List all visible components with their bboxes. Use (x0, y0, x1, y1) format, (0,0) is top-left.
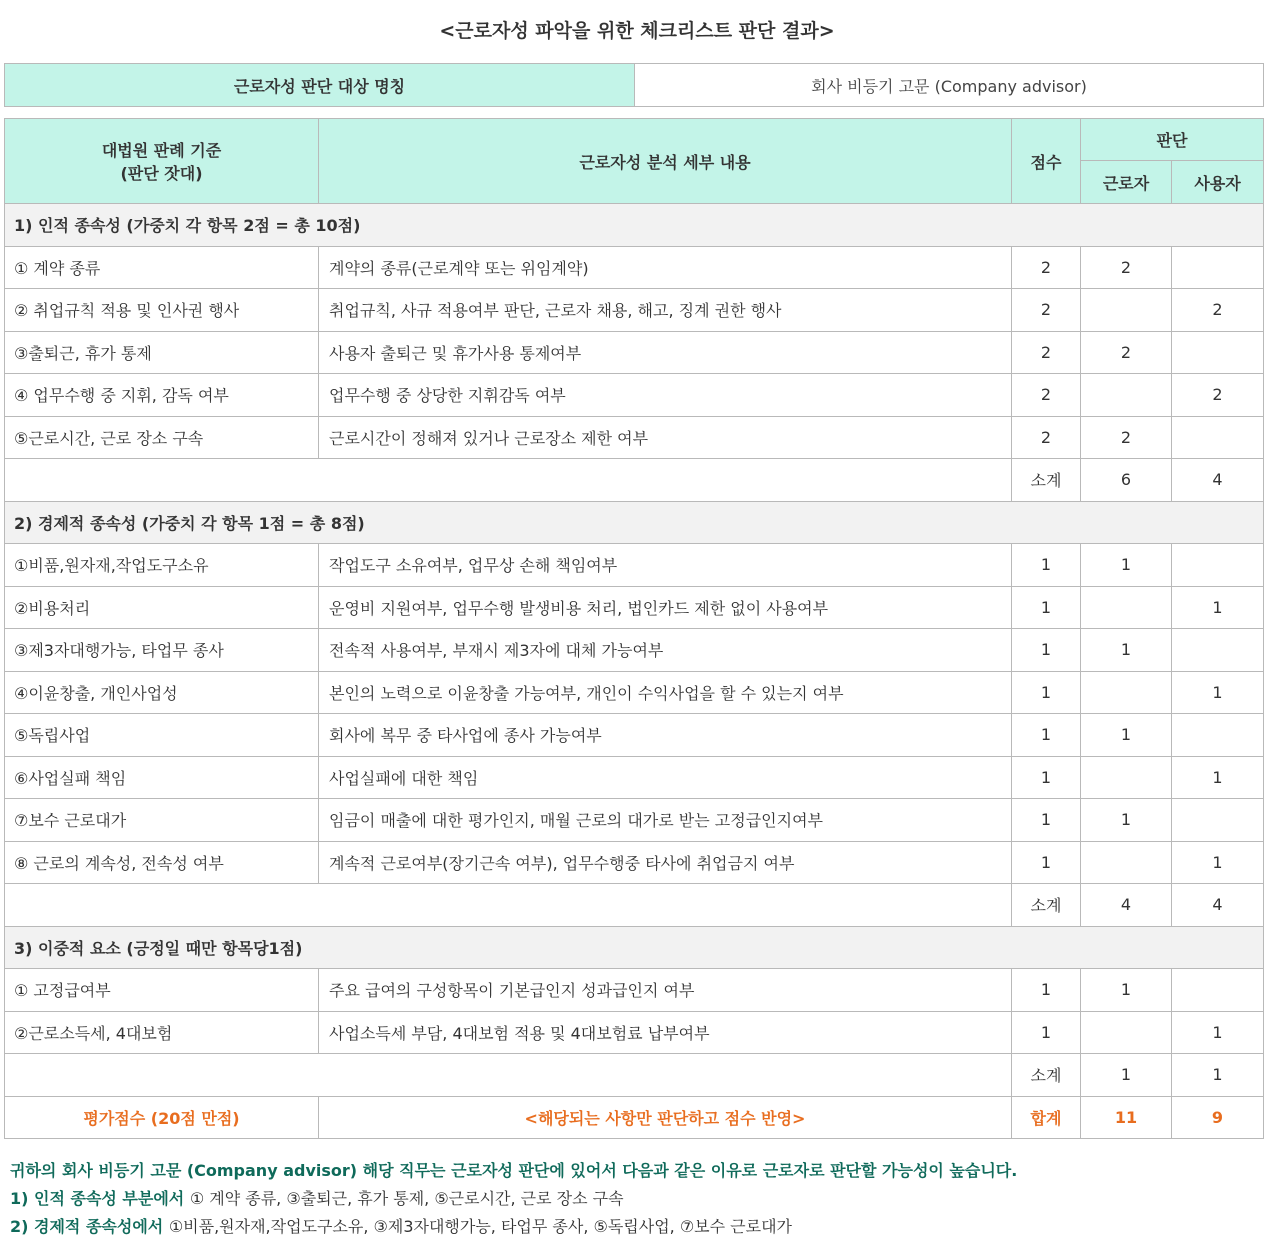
score-cell: 1 (1012, 544, 1081, 587)
detail-cell: 사업실패에 대한 책임 (319, 756, 1012, 799)
score-cell: 1 (1012, 586, 1081, 629)
subtotal-label: 소계 (1012, 1054, 1081, 1097)
table-row (5, 544, 1264, 587)
target-name-value: 회사 비등기 고문 (Company advisor) (635, 64, 1264, 107)
header-judgment: 판단 (1081, 119, 1264, 161)
employer-cell: 1 (1172, 671, 1264, 714)
conclusion-lead: 귀하의 회사 비등기 고문 (Company advisor) 해당 직무는 근로자성 판단에 있어서 다음과 같은 이유로 근로자로 판단할 가능성이 높습니다. (10, 1161, 1018, 1180)
table-row (5, 416, 1264, 459)
detail-cell: 운영비 지원여부, 업무수행 발생비용 처리, 법인카드 제한 없이 사용여부 (319, 586, 1012, 629)
employer-cell (1172, 246, 1264, 289)
section-title: 3) 이중적 요소 (긍정일 때만 항목당1점) (5, 926, 1264, 969)
worker-cell: 2 (1081, 331, 1172, 374)
detail-cell: 본인의 노력으로 이윤창출 가능여부, 개인이 수익사업을 할 수 있는지 여부 (319, 671, 1012, 714)
detail-cell: 사용자 출퇴근 및 휴가사용 통제여부 (319, 331, 1012, 374)
criteria-cell: ③제3자대행가능, 타업무 종사 (5, 629, 319, 672)
checklist-body (5, 204, 1264, 1139)
worker-cell (1081, 756, 1172, 799)
criteria-cell: ⑥사업실패 책임 (5, 756, 319, 799)
subtotal-spacer (5, 884, 1012, 927)
employer-cell (1172, 714, 1264, 757)
worker-cell: 1 (1081, 629, 1172, 672)
target-name-table (4, 63, 1264, 107)
total-label: 합계 (1012, 1096, 1081, 1139)
score-cell: 2 (1012, 246, 1081, 289)
worker-cell: 2 (1081, 416, 1172, 459)
worker-cell: 1 (1081, 544, 1172, 587)
conclusion (10, 1157, 1266, 1241)
employer-cell (1172, 629, 1264, 672)
total-worker: 11 (1081, 1096, 1172, 1139)
employer-cell (1172, 969, 1264, 1012)
worker-cell (1081, 1011, 1172, 1054)
subtotal-spacer (5, 459, 1012, 502)
detail-cell: 사업소득세 부담, 4대보험 적용 및 4대보험료 납부여부 (319, 1011, 1012, 1054)
criteria-cell: ② 취업규칙 적용 및 인사권 행사 (5, 289, 319, 332)
header-detail: 근로자성 분석 세부 내용 (319, 119, 1012, 204)
table-row (5, 756, 1264, 799)
table-row (5, 969, 1264, 1012)
criteria-cell: ①비품,원자재,작업도구소유 (5, 544, 319, 587)
conclusion-line-2 (10, 1213, 1266, 1241)
checklist-table (4, 118, 1264, 1139)
subtotal-spacer (5, 1054, 1012, 1097)
score-cell: 2 (1012, 289, 1081, 332)
worker-cell: 1 (1081, 969, 1172, 1012)
table-row (5, 374, 1264, 417)
table-row (5, 799, 1264, 842)
table-row (5, 841, 1264, 884)
subtotal-employer: 1 (1172, 1054, 1264, 1097)
worker-cell (1081, 586, 1172, 629)
table-row (5, 671, 1264, 714)
score-cell: 1 (1012, 1011, 1081, 1054)
criteria-cell: ③출퇴근, 휴가 통제 (5, 331, 319, 374)
subtotal-row (5, 459, 1264, 502)
employer-cell (1172, 416, 1264, 459)
section-header-row (5, 204, 1264, 247)
total-row (5, 1096, 1264, 1139)
score-cell: 1 (1012, 841, 1081, 884)
subtotal-employer: 4 (1172, 459, 1264, 502)
table-row (5, 289, 1264, 332)
score-cell: 2 (1012, 416, 1081, 459)
detail-cell: 회사에 복무 중 타사업에 종사 가능여부 (319, 714, 1012, 757)
score-cell: 1 (1012, 799, 1081, 842)
subtotal-worker: 1 (1081, 1054, 1172, 1097)
worker-cell (1081, 671, 1172, 714)
detail-cell: 계약의 종류(근로계약 또는 위임계약) (319, 246, 1012, 289)
subtotal-worker: 6 (1081, 459, 1172, 502)
conclusion-line-label: 2) 경제적 종속성에서 (10, 1217, 169, 1236)
subtotal-row (5, 1054, 1264, 1097)
score-cell: 1 (1012, 969, 1081, 1012)
employer-cell (1172, 544, 1264, 587)
employer-cell (1172, 799, 1264, 842)
score-cell: 1 (1012, 714, 1081, 757)
total-detail: <해당되는 사항만 판단하고 점수 반영> (319, 1096, 1012, 1139)
subtotal-worker: 4 (1081, 884, 1172, 927)
checklist-header (5, 119, 1264, 204)
detail-cell: 임금이 매출에 대한 평가인지, 매월 근로의 대가로 받는 고정급인지여부 (319, 799, 1012, 842)
worker-cell: 1 (1081, 714, 1172, 757)
criteria-cell: ②근로소득세, 4대보험 (5, 1011, 319, 1054)
employer-cell: 1 (1172, 841, 1264, 884)
table-row (5, 586, 1264, 629)
conclusion-line-items: ① 계약 종류, ③출퇴근, 휴가 통제, ⑤근로시간, 근로 장소 구속 (189, 1189, 624, 1208)
conclusion-line-label: 1) 인적 종속성 부분에서 (10, 1189, 190, 1208)
criteria-cell: ① 계약 종류 (5, 246, 319, 289)
detail-cell: 계속적 근로여부(장기근속 여부), 업무수행중 타사에 취업금지 여부 (319, 841, 1012, 884)
employer-cell: 2 (1172, 289, 1264, 332)
total-employer: 9 (1172, 1096, 1264, 1139)
criteria-cell: ⑧ 근로의 계속성, 전속성 여부 (5, 841, 319, 884)
section-header-row (5, 926, 1264, 969)
employer-cell: 2 (1172, 374, 1264, 417)
score-cell: 1 (1012, 629, 1081, 672)
section-title: 1) 인적 종속성 (가중치 각 항목 2점 = 총 10점) (5, 204, 1264, 247)
employer-cell (1172, 331, 1264, 374)
score-cell: 2 (1012, 374, 1081, 417)
worker-cell (1081, 841, 1172, 884)
subtotal-label: 소계 (1012, 884, 1081, 927)
detail-cell: 취업규칙, 사규 적용여부 판단, 근로자 채용, 해고, 징계 권한 행사 (319, 289, 1012, 332)
conclusion-line-items: ①비품,원자재,작업도구소유, ③제3자대행가능, 타업무 종사, ⑤독립사업, ⑦보수 근로대가 (168, 1217, 792, 1236)
score-cell: 2 (1012, 331, 1081, 374)
worker-cell (1081, 289, 1172, 332)
subtotal-row (5, 884, 1264, 927)
worker-cell: 1 (1081, 799, 1172, 842)
criteria-cell: ②비용처리 (5, 586, 319, 629)
criteria-cell: ④이윤창출, 개인사업성 (5, 671, 319, 714)
criteria-cell: ⑤독립사업 (5, 714, 319, 757)
employer-cell: 1 (1172, 1011, 1264, 1054)
criteria-cell: ④ 업무수행 중 지휘, 감독 여부 (5, 374, 319, 417)
header-employer: 사용자 (1172, 161, 1264, 204)
criteria-cell: ① 고정급여부 (5, 969, 319, 1012)
table-row (5, 331, 1264, 374)
criteria-cell: ⑤근로시간, 근로 장소 구속 (5, 416, 319, 459)
detail-cell: 근로시간이 정해져 있거나 근로장소 제한 여부 (319, 416, 1012, 459)
page-title: <근로자성 파악을 위한 체크리스트 판단 결과> (439, 20, 835, 42)
detail-cell: 주요 급여의 구성항목이 기본급인지 성과급인지 여부 (319, 969, 1012, 1012)
criteria-cell: ⑦보수 근로대가 (5, 799, 319, 842)
score-cell: 1 (1012, 671, 1081, 714)
header-worker: 근로자 (1081, 161, 1172, 204)
worker-cell (1081, 374, 1172, 417)
section-header-row (5, 501, 1264, 544)
target-name-label: 근로자성 판단 대상 명칭 (5, 64, 635, 107)
subtotal-employer: 4 (1172, 884, 1264, 927)
detail-cell: 작업도구 소유여부, 업무상 손해 책임여부 (319, 544, 1012, 587)
table-row (5, 1011, 1264, 1054)
worker-cell: 2 (1081, 246, 1172, 289)
score-cell: 1 (1012, 756, 1081, 799)
section-title: 2) 경제적 종속성 (가중치 각 항목 1점 = 총 8점) (5, 501, 1264, 544)
employer-cell: 1 (1172, 586, 1264, 629)
conclusion-line-1 (10, 1185, 1266, 1213)
table-row (5, 629, 1264, 672)
header-score: 점수 (1012, 119, 1081, 204)
header-criteria: 대법원 판례 기준 (판단 잣대) (5, 119, 319, 204)
table-row (5, 714, 1264, 757)
employer-cell: 1 (1172, 756, 1264, 799)
total-criteria: 평가점수 (20점 만점) (5, 1096, 319, 1139)
detail-cell: 업무수행 중 상당한 지휘감독 여부 (319, 374, 1012, 417)
table-row (5, 246, 1264, 289)
subtotal-label: 소계 (1012, 459, 1081, 502)
detail-cell: 전속적 사용여부, 부재시 제3자에 대체 가능여부 (319, 629, 1012, 672)
